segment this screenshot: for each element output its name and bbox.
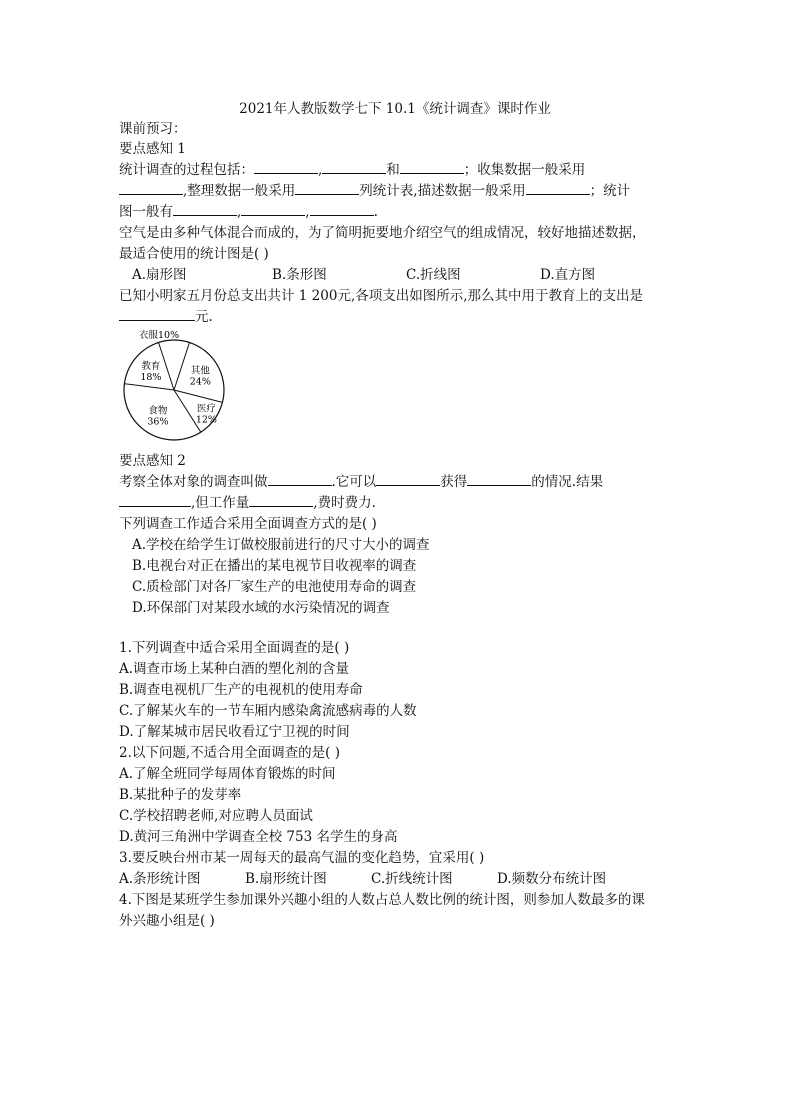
spend-question-line-1: 已知小明家五月份总支出共计 1 200元,各项支出如图所示,那么其中用于教育上的支出是 xyxy=(119,288,644,304)
kp2-line-1 xyxy=(119,473,603,491)
option-d: D.频数分布统计图 xyxy=(497,871,607,887)
pie-slice-name: 教育 xyxy=(141,360,161,372)
text: ,但工作量 xyxy=(191,495,250,511)
pie-slice-percent: 24% xyxy=(189,376,211,388)
key-point-2-heading: 要点感知 2 xyxy=(119,453,186,469)
question-1-option-b: B.调查电视机厂生产的电视机的使用寿命 xyxy=(119,682,363,698)
answer-blank xyxy=(241,203,305,216)
text: ；收集数据一般采用 xyxy=(463,162,586,178)
answer-blank xyxy=(254,161,318,174)
kp1-line-3 xyxy=(119,203,378,221)
question-1-option-d: D.了解某城市居民收看辽宁卫视的时间 xyxy=(119,724,350,740)
kp2-line-2 xyxy=(119,494,376,512)
answer-blank xyxy=(173,203,237,216)
question-2-option-b: B.某批种子的发芽率 xyxy=(119,787,242,803)
pie-slice-name: 其他 xyxy=(190,365,210,377)
answer-blank xyxy=(467,473,531,486)
air-question-line-1: 空气是由多种气体混合而成的，为了简明扼要地介绍空气的组成情况，较好地描述数据， xyxy=(119,225,646,241)
answer-blank xyxy=(268,473,332,486)
question-3-options xyxy=(119,870,606,888)
question-1-stem: 1.下列调查中适合采用全面调查的是( ) xyxy=(119,640,350,656)
question-2-stem: 2.以下问题,不适合用全面调查的是( ) xyxy=(119,745,340,761)
answer-blank xyxy=(119,308,195,321)
answer-blank xyxy=(119,182,183,195)
air-question-options xyxy=(132,266,595,284)
question-4-line-2: 外兴趣小组是( ) xyxy=(119,913,215,929)
answer-blank xyxy=(376,473,440,486)
text: . xyxy=(373,204,378,220)
spend-question-line-2 xyxy=(119,308,213,326)
text: 元. xyxy=(195,309,213,325)
option-b: B.条形图 xyxy=(272,267,327,283)
air-question-line-2: 最适合使用的统计图是( ) xyxy=(119,246,269,262)
question-3-stem: 3.要反映台州市某一周每天的最高气温的变化趋势，宜采用( ) xyxy=(119,850,485,866)
text: , xyxy=(305,204,310,220)
question-2-option-a: A.了解全班同学每周体育锻炼的时间 xyxy=(119,766,336,782)
text: .它可以 xyxy=(331,474,377,490)
text: 统计调查的过程包括： xyxy=(119,162,254,178)
option-c: C.折线图 xyxy=(406,267,461,283)
key-point-1-heading: 要点感知 1 xyxy=(119,141,186,157)
answer-blank xyxy=(295,182,359,195)
option-a: A.学校在给学生订做校服前进行的尺寸大小的调查 xyxy=(132,537,430,553)
answer-blank xyxy=(249,494,313,507)
text: ,费时费力. xyxy=(313,495,376,511)
text: 考察全体对象的调查叫做 xyxy=(119,474,268,490)
page-title: 2021年人教版数学七下 10.1《统计调查》课时作业 xyxy=(239,101,551,117)
text: , xyxy=(237,204,242,220)
section-preview-heading: 课前预习： xyxy=(119,121,187,137)
pie-slice-name: 医疗 xyxy=(196,403,216,415)
kp1-line-1 xyxy=(119,161,585,179)
text: ,整理数据一般采用 xyxy=(183,183,296,199)
option-a: A.扇形图 xyxy=(132,267,187,283)
pie-slice-percent: 36% xyxy=(147,416,169,428)
answer-blank xyxy=(322,161,386,174)
question-4-line-1: 4.下图是某班学生参加课外兴趣小组的人数占总人数比例的统计图，则参加人数最多的课 xyxy=(119,892,645,908)
option-b: B.电视台对正在播出的某电视节目收视率的调查 xyxy=(132,558,417,574)
option-c: C.折线统计图 xyxy=(371,871,453,887)
kp1-line-2 xyxy=(119,182,630,200)
question-1-option-a: A.调查市场上某种白酒的塑化剂的含量 xyxy=(119,661,350,677)
text: 的情况.结果 xyxy=(531,474,604,490)
text: 和 xyxy=(386,162,400,178)
option-b: B.扇形统计图 xyxy=(245,871,327,887)
answer-blank xyxy=(310,203,374,216)
pie-slice-label-clothing: 衣服10% xyxy=(139,330,180,341)
pie-slice-name: 食物 xyxy=(148,405,168,417)
pie-slice-percent: 18% xyxy=(140,371,162,383)
text: ；统计 xyxy=(589,183,631,199)
full-survey-question-stem: 下列调查工作适合采用全面调查方式的是( ) xyxy=(119,516,377,532)
question-2-option-d: D.黄河三角洲中学调查全校 753 名学生的身高 xyxy=(119,829,398,845)
option-a: A.条形统计图 xyxy=(119,871,201,887)
answer-blank xyxy=(400,161,464,174)
question-1-option-c: C.了解某火车的一节车厢内感染禽流感病毒的人数 xyxy=(119,703,417,719)
text: 获得 xyxy=(440,474,468,490)
text: 图一般有 xyxy=(119,204,173,220)
pie-slice-percent: 12% xyxy=(195,414,217,426)
text: , xyxy=(318,162,323,178)
option-d: D.直方图 xyxy=(540,267,596,283)
expense-pie-chart xyxy=(119,328,229,444)
text: 列统计表,描述数据一般采用 xyxy=(359,183,526,199)
option-d: D.环保部门对某段水域的水污染情况的调查 xyxy=(132,600,390,616)
question-2-option-c: C.学校招聘老师,对应聘人员面试 xyxy=(119,808,313,824)
answer-blank xyxy=(526,182,590,195)
answer-blank xyxy=(119,494,191,507)
option-c: C.质检部门对各厂家生产的电池使用寿命的调查 xyxy=(132,579,417,595)
